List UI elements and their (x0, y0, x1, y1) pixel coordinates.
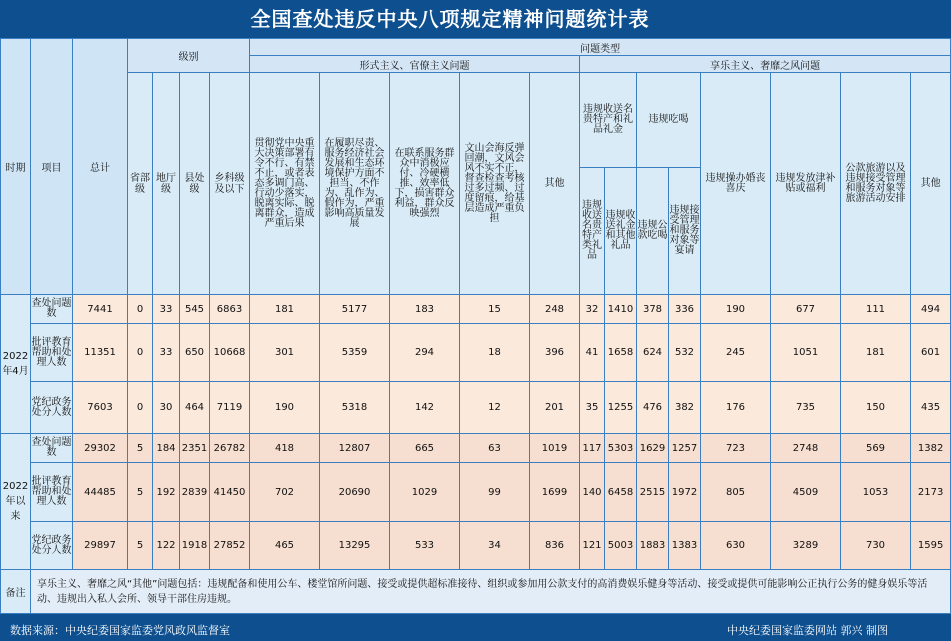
cell: 601 (911, 324, 951, 382)
table-row (1, 463, 951, 522)
header-item: 项目 (31, 39, 73, 295)
credit: 中央纪委国家监委网站 郭兴 制图 (727, 624, 888, 637)
cell: 1699 (530, 463, 580, 522)
cell: 176 (701, 382, 771, 434)
header-gifts: 违规收送名贵特产和礼品礼金 (580, 73, 637, 168)
header-issue-type: 问题类型 (250, 39, 951, 56)
cell: 41450 (210, 463, 250, 522)
cell-total: 29302 (73, 434, 128, 463)
cell-total: 11351 (73, 324, 128, 382)
cell: 34 (460, 522, 530, 570)
header-formalism-1: 贯彻党中央重大决策部署有令不行、有禁不止，或者表态多调门高、行动少落实，脱离实际、脱离群众，造成严重后果 (250, 73, 320, 295)
cell: 33 (153, 324, 180, 382)
cell: 1918 (180, 522, 210, 570)
cell: 805 (701, 463, 771, 522)
cell-total: 29897 (73, 522, 128, 570)
cell: 1972 (669, 463, 701, 522)
cell: 464 (180, 382, 210, 434)
table-row (1, 324, 951, 382)
cell: 0 (128, 382, 153, 434)
header-level-township: 乡科级及以下 (210, 73, 250, 295)
header-level-county: 县处级 (180, 73, 210, 295)
cell: 1382 (911, 434, 951, 463)
note-row (1, 570, 951, 614)
cell: 418 (250, 434, 320, 463)
cell: 1053 (841, 463, 911, 522)
cell: 1257 (669, 434, 701, 463)
row-label: 查处问题数 (31, 434, 73, 463)
cell: 735 (771, 382, 841, 434)
cell: 13295 (320, 522, 390, 570)
header-formalism: 形式主义、官僚主义问题 (250, 56, 580, 73)
header-level: 级别 (128, 39, 250, 73)
cell: 1595 (911, 522, 951, 570)
cell: 183 (390, 295, 460, 324)
cell: 545 (180, 295, 210, 324)
cell-total: 7603 (73, 382, 128, 434)
period-label: 2022年以来 (1, 434, 31, 570)
cell: 18 (460, 324, 530, 382)
header-meals: 违规吃喝 (637, 73, 701, 168)
cell: 677 (771, 295, 841, 324)
cell: 6458 (605, 463, 637, 522)
cell: 301 (250, 324, 320, 382)
note-text: 享乐主义、奢靡之风“其他”问题包括：违规配备和使用公车、楼堂馆所问题、接受或提供超标准接待、组织或参加用公款支付的高消费娱乐健身等活动、接受或提供可能影响公正执行公务的健身娱乐等活动、违规出入私人会所、领导干部住房违规。 (31, 570, 951, 614)
cell: 4509 (771, 463, 841, 522)
cell: 650 (180, 324, 210, 382)
cell: 111 (841, 295, 911, 324)
cell: 63 (460, 434, 530, 463)
header-gifts-cash: 违规收送礼金和其他礼品 (605, 168, 637, 295)
cell: 192 (153, 463, 180, 522)
row-label: 党纪政务处分人数 (31, 522, 73, 570)
cell: 33 (153, 295, 180, 324)
cell: 5303 (605, 434, 637, 463)
row-label: 批评教育帮助和处理人数 (31, 324, 73, 382)
cell: 569 (841, 434, 911, 463)
header-formalism-3: 在联系服务群众中消极应付、冷硬横推、效率低下，损害群众利益，群众反映强烈 (390, 73, 460, 295)
header-period: 时期 (1, 39, 31, 295)
header-hedonism: 享乐主义、奢靡之风问题 (580, 56, 951, 73)
cell: 294 (390, 324, 460, 382)
cell: 1383 (669, 522, 701, 570)
period-label: 2022年4月 (1, 295, 31, 434)
header-travel: 公款旅游以及违规接受管理和服务对象等旅游活动安排 (841, 73, 911, 295)
table-row (1, 522, 951, 570)
cell: 121 (580, 522, 605, 570)
header-level-prefecture: 地厅级 (153, 73, 180, 295)
cell-total: 44485 (73, 463, 128, 522)
cell: 1629 (637, 434, 669, 463)
figure-title: 全国查处违反中央八项规定精神问题统计表 (0, 0, 900, 38)
cell: 5 (128, 522, 153, 570)
cell: 20690 (320, 463, 390, 522)
header-hedonism-other: 其他 (911, 73, 951, 295)
footer (0, 621, 900, 641)
cell: 27852 (210, 522, 250, 570)
cell: 1883 (637, 522, 669, 570)
cell: 3289 (771, 522, 841, 570)
header-total: 总计 (73, 39, 128, 295)
row-label: 批评教育帮助和处理人数 (31, 463, 73, 522)
cell: 435 (911, 382, 951, 434)
cell: 5 (128, 434, 153, 463)
cell: 201 (530, 382, 580, 434)
cell: 15 (460, 295, 530, 324)
table-row (1, 434, 951, 463)
cell: 1410 (605, 295, 637, 324)
cell: 7119 (210, 382, 250, 434)
cell: 396 (530, 324, 580, 382)
cell: 117 (580, 434, 605, 463)
cell: 184 (153, 434, 180, 463)
cell: 10668 (210, 324, 250, 382)
header-wedding: 违规操办婚丧喜庆 (701, 73, 771, 295)
cell: 5177 (320, 295, 390, 324)
cell: 494 (911, 295, 951, 324)
header-formalism-2: 在履职尽责、服务经济社会发展和生态环境保护方面不担当、不作为、乱作为、假作为，严重影响高质量发展 (320, 73, 390, 295)
cell: 2351 (180, 434, 210, 463)
cell: 140 (580, 463, 605, 522)
cell: 533 (390, 522, 460, 570)
cell: 26782 (210, 434, 250, 463)
cell: 150 (841, 382, 911, 434)
cell: 41 (580, 324, 605, 382)
cell: 190 (250, 382, 320, 434)
table-row (1, 295, 951, 324)
cell: 1658 (605, 324, 637, 382)
cell: 2839 (180, 463, 210, 522)
cell: 465 (250, 522, 320, 570)
cell: 248 (530, 295, 580, 324)
cell: 2173 (911, 463, 951, 522)
cell: 12 (460, 382, 530, 434)
cell: 12807 (320, 434, 390, 463)
cell: 181 (250, 295, 320, 324)
cell-total: 7441 (73, 295, 128, 324)
cell: 99 (460, 463, 530, 522)
cell: 723 (701, 434, 771, 463)
cell: 2515 (637, 463, 669, 522)
cell: 630 (701, 522, 771, 570)
cell: 476 (637, 382, 669, 434)
cell: 2748 (771, 434, 841, 463)
cell: 1019 (530, 434, 580, 463)
data-source: 数据来源：中央纪委国家监委党风政风监督室 (10, 624, 230, 637)
header-level-province: 省部级 (128, 73, 153, 295)
cell: 836 (530, 522, 580, 570)
note-label: 备注 (1, 570, 31, 614)
row-label: 查处问题数 (31, 295, 73, 324)
cell: 0 (128, 295, 153, 324)
header-gifts-specialty: 违规收送名贵特产类礼品 (580, 168, 605, 295)
cell: 5 (128, 463, 153, 522)
cell: 245 (701, 324, 771, 382)
cell: 35 (580, 382, 605, 434)
header-subsidy: 违规发放津补贴或福利 (771, 73, 841, 295)
cell: 1255 (605, 382, 637, 434)
header-formalism-other: 其他 (530, 73, 580, 295)
cell: 665 (390, 434, 460, 463)
cell: 5318 (320, 382, 390, 434)
cell: 702 (250, 463, 320, 522)
cell: 30 (153, 382, 180, 434)
cell: 122 (153, 522, 180, 570)
cell: 532 (669, 324, 701, 382)
cell: 6863 (210, 295, 250, 324)
cell: 5359 (320, 324, 390, 382)
cell: 624 (637, 324, 669, 382)
row-label: 党纪政务处分人数 (31, 382, 73, 434)
cell: 32 (580, 295, 605, 324)
header-meals-accepted: 违规接受管理和服务对象等宴请 (669, 168, 701, 295)
stats-table (0, 38, 951, 614)
header-formalism-4: 文山会海反弹回潮，文风会风不实不正，督查检查考核过多过频、过度留痕，给基层造成严重负担 (460, 73, 530, 295)
cell: 382 (669, 382, 701, 434)
header-meals-public: 违规公款吃喝 (637, 168, 669, 295)
cell: 5003 (605, 522, 637, 570)
cell: 0 (128, 324, 153, 382)
cell: 730 (841, 522, 911, 570)
cell: 378 (637, 295, 669, 324)
cell: 190 (701, 295, 771, 324)
cell: 181 (841, 324, 911, 382)
cell: 142 (390, 382, 460, 434)
cell: 336 (669, 295, 701, 324)
cell: 1029 (390, 463, 460, 522)
cell: 1051 (771, 324, 841, 382)
table-row (1, 382, 951, 434)
